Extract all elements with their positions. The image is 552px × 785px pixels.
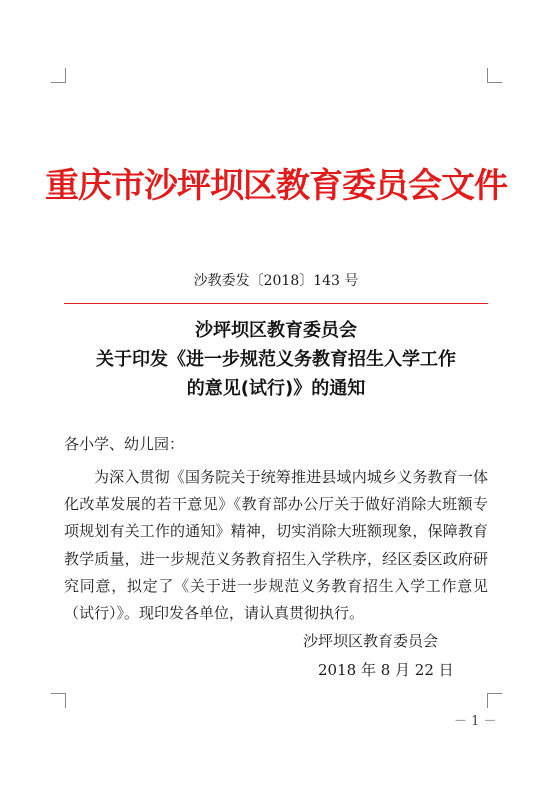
signature: 沙坪坝区教育委员会 (303, 632, 439, 650)
document-header-title: 重庆市沙坪坝区教育委员会文件 (45, 166, 507, 206)
crop-mark-bottom-left (51, 693, 66, 708)
notice-title-line-1: 沙坪坝区教育委员会 (195, 320, 357, 341)
page-number: － 1 － (454, 714, 497, 729)
crop-mark-top-left (51, 68, 66, 83)
red-divider-line (64, 303, 488, 304)
crop-mark-bottom-right (487, 693, 502, 708)
notice-title-line-3: 的意见(试行)》的通知 (186, 378, 366, 399)
notice-title-line-2: 关于印发《进一步规范义务教育招生入学工作 (96, 349, 456, 370)
salutation: 各小学、幼儿园： (64, 435, 185, 453)
crop-mark-top-right (487, 68, 502, 83)
body-paragraph: 为深入贯彻《国务院关于统筹推进县域内城乡义务教育一体化改革发展的若干意见》《教育部办公厅关于做好消除大班额专项规划有关工作的通知》精神，切实消除大班额现象，保障教育教学质量，进一步规范义务教育招生入学秩序，经区委区政府研究同意，拟定了《关于进一步规范义务教育招生入学工作意见（试行）》。现印发各单位，请认真贯彻执行。 (64, 468, 488, 623)
document-number: 沙教委发〔2018〕143 号 (193, 273, 359, 289)
issue-date: 2018 年 8 月 22 日 (318, 661, 454, 679)
